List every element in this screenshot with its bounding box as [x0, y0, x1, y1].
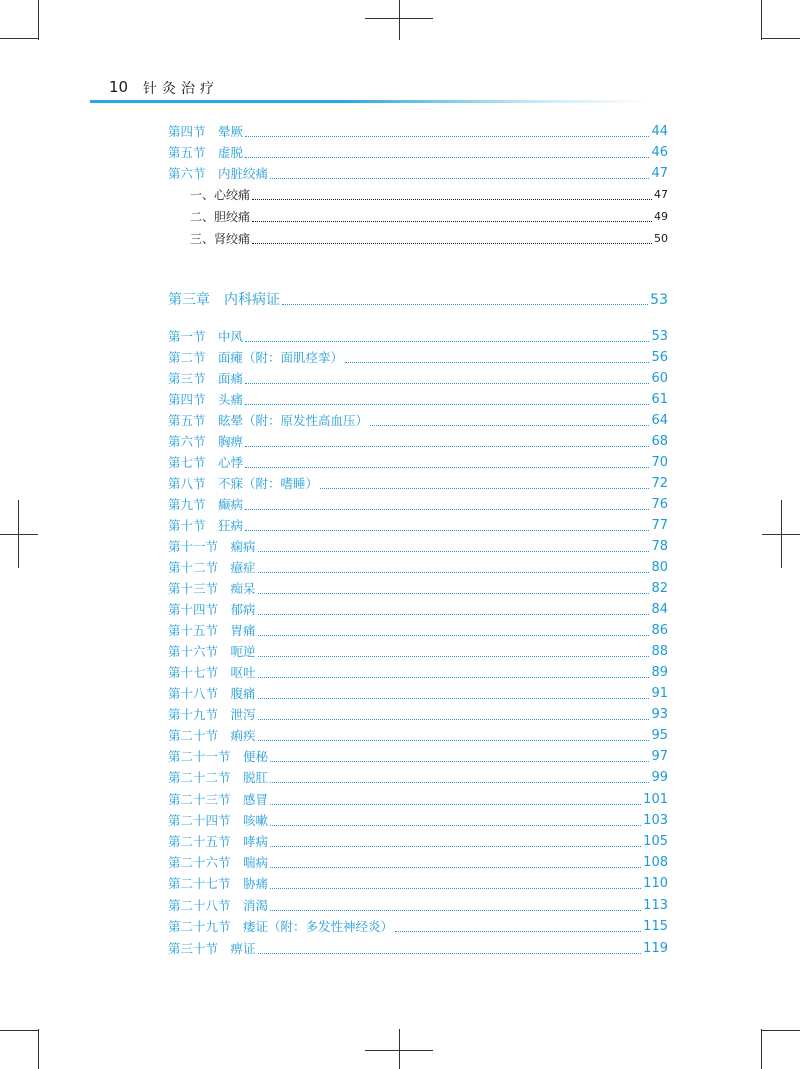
toc-entry-page: 93 [651, 707, 668, 722]
toc-entry-label: 第二十七节 胁痛 [168, 876, 269, 891]
toc-entry-page: 56 [651, 350, 668, 365]
toc-entry-page: 110 [643, 876, 668, 891]
toc-entry-label: 第三节 面痛 [168, 371, 244, 386]
leader-dots [258, 739, 650, 741]
toc-entry-label: 第二十九节 痿证（附：多发性神经炎） [168, 919, 394, 934]
toc-entry-page: 108 [643, 855, 668, 870]
toc-entry[interactable] [168, 937, 668, 957]
toc-entry-page: 61 [651, 392, 668, 407]
toc-entry[interactable] [168, 493, 668, 513]
toc-entry[interactable] [168, 661, 668, 681]
toc-entry-label: 第二十三节 感冒 [168, 792, 269, 807]
toc-entry-label: 第十八节 腹痛 [168, 686, 256, 701]
toc-entry[interactable] [168, 703, 668, 723]
leader-dots [258, 550, 650, 552]
leader-dots [245, 529, 649, 531]
toc-entry-label: 第四节 晕厥 [168, 124, 244, 139]
leader-dots [245, 156, 649, 158]
leader-dots [282, 303, 648, 305]
leader-dots [258, 634, 650, 636]
toc-entry[interactable] [168, 915, 668, 935]
toc-entry-label: 第十二节 癔症 [168, 560, 256, 575]
toc-entry[interactable] [168, 535, 668, 555]
book-title: 针灸治疗 [143, 81, 219, 97]
toc-entry-label: 第二十一节 便秘 [168, 749, 269, 764]
leader-dots [270, 803, 641, 805]
toc-entry-page: 88 [651, 644, 668, 659]
toc-entry-page: 101 [643, 792, 668, 807]
toc-entry-page: 86 [651, 623, 668, 638]
toc-entry[interactable] [168, 598, 668, 618]
leader-dots [258, 571, 650, 573]
toc-entry[interactable] [168, 162, 668, 182]
toc-entry[interactable] [168, 388, 668, 408]
leader-dots [345, 361, 649, 363]
toc-entry-label: 第六节 胸痹 [168, 434, 244, 449]
toc-entry-label: 第九节 癫病 [168, 497, 244, 512]
toc-entry-page: 53 [650, 292, 668, 308]
toc-entry[interactable] [168, 451, 668, 471]
toc-entry-page: 99 [651, 770, 668, 785]
toc-entry-page: 103 [643, 813, 668, 828]
toc-entry-label: 第五节 眩晕（附：原发性高血压） [168, 413, 369, 428]
toc-sub-entry[interactable] [190, 205, 668, 225]
leader-dots [270, 824, 641, 826]
toc-entry-page: 80 [651, 560, 668, 575]
toc-entry[interactable] [168, 619, 668, 639]
toc-entry-label: 第七节 心悸 [168, 455, 244, 470]
toc-entry[interactable] [168, 409, 668, 429]
toc-entry-page: 119 [643, 941, 668, 956]
toc-entry-label: 第十四节 郁病 [168, 602, 256, 617]
toc-entry-page: 47 [654, 188, 668, 201]
toc-entry-page: 89 [651, 665, 668, 680]
toc-entry-page: 47 [651, 166, 668, 181]
toc-entry-page: 82 [651, 581, 668, 596]
toc-entry-label: 第八节 不寐（附：嗜睡） [168, 476, 319, 491]
toc-entry-page: 95 [651, 728, 668, 743]
toc-entry-page: 115 [643, 919, 668, 934]
toc-entry-page: 60 [651, 371, 668, 386]
toc-entry-label: 第十九节 泄泻 [168, 707, 256, 722]
leader-dots [370, 424, 649, 426]
leader-dots [258, 952, 642, 954]
toc-entry[interactable] [168, 141, 668, 161]
toc-entry-page: 70 [651, 455, 668, 470]
toc-entry-label: 第二十八节 消渴 [168, 898, 269, 913]
leader-dots [270, 177, 649, 179]
toc-entry-label: 第二十二节 脱肛 [168, 770, 269, 785]
toc-entry-page: 113 [643, 898, 668, 913]
toc-entry-page: 49 [654, 210, 668, 223]
chapter-title: 第三章 内科病证 [168, 292, 280, 308]
leader-dots [258, 613, 650, 615]
toc-entry-page: 77 [651, 518, 668, 533]
toc-entry[interactable] [168, 724, 668, 744]
toc-entry-page: 97 [651, 749, 668, 764]
leader-dots [320, 487, 649, 489]
toc-entry-page: 72 [651, 476, 668, 491]
toc-entry[interactable] [168, 514, 668, 534]
toc-entry-page: 46 [651, 145, 668, 160]
leader-dots [270, 887, 641, 889]
toc-entry-label: 第二十六节 喘病 [168, 855, 269, 870]
toc-entry-label: 第十一节 痫病 [168, 539, 256, 554]
toc-entry-label: 第十三节 痴呆 [168, 581, 256, 596]
toc-entry[interactable] [168, 577, 668, 597]
toc-entry-label: 第五节 虚脱 [168, 145, 244, 160]
toc-entry[interactable] [168, 367, 668, 387]
leader-dots [395, 930, 641, 932]
leader-dots [270, 781, 649, 783]
toc-entry[interactable] [168, 830, 668, 850]
toc-entry[interactable] [168, 120, 668, 140]
toc-entry[interactable] [168, 745, 668, 765]
toc-entry[interactable] [168, 809, 668, 829]
leader-dots [245, 135, 649, 137]
toc-entry[interactable] [168, 872, 668, 892]
leader-dots [270, 909, 641, 911]
leader-dots [258, 592, 650, 594]
leader-dots [270, 760, 649, 762]
toc-entry-label: 第一节 中风 [168, 329, 244, 344]
leader-dots [252, 220, 652, 222]
toc-entry[interactable] [168, 851, 668, 871]
toc-entry-label: 第三十节 痹证 [168, 941, 256, 956]
toc-entry[interactable] [168, 894, 668, 914]
toc-sub-entry[interactable] [190, 183, 668, 203]
toc-chapter-entry[interactable] [168, 284, 668, 308]
toc-entry-label: 第二节 面瘫（附：面肌痉挛） [168, 350, 344, 365]
toc-entry[interactable] [168, 472, 668, 492]
toc-entry-page: 53 [651, 329, 668, 344]
leader-dots [258, 676, 650, 678]
toc-entry-page: 76 [651, 497, 668, 512]
toc-entry-label: 三、肾绞痛 [190, 232, 251, 246]
toc-entry-page: 91 [651, 686, 668, 701]
toc-entry-page: 105 [643, 834, 668, 849]
leader-dots [245, 508, 649, 510]
toc-entry[interactable] [168, 556, 668, 576]
leader-dots [258, 655, 650, 657]
toc-entry-label: 第十七节 呕吐 [168, 665, 256, 680]
toc-entry-label: 第四节 头痛 [168, 392, 244, 407]
page-number: 10 [109, 78, 129, 96]
toc-entry-page: 68 [651, 434, 668, 449]
toc-entry[interactable] [168, 325, 668, 345]
leader-dots [245, 403, 649, 405]
toc-entry-label: 第十五节 胃痛 [168, 623, 256, 638]
leader-dots [245, 466, 649, 468]
leader-dots [245, 445, 649, 447]
leader-dots [245, 382, 649, 384]
toc-entry-label: 第二十四节 咳嗽 [168, 813, 269, 828]
leader-dots [252, 242, 652, 244]
toc-entry[interactable] [168, 788, 668, 808]
toc-entry[interactable] [168, 682, 668, 702]
toc-entry-page: 64 [651, 413, 668, 428]
toc-entry[interactable] [168, 346, 668, 366]
toc-sub-entry[interactable] [190, 227, 668, 247]
leader-dots [270, 866, 641, 868]
toc-entry-page: 44 [651, 124, 668, 139]
toc-entry-label: 第六节 内脏绞痛 [168, 166, 269, 181]
toc-entry[interactable] [168, 766, 668, 786]
leader-dots [258, 697, 650, 699]
toc-entry-label: 第二十节 痢疾 [168, 728, 256, 743]
toc-entry[interactable] [168, 430, 668, 450]
toc-entry-label: 二、胆绞痛 [190, 210, 251, 224]
toc-entry-label: 第十六节 呃逆 [168, 644, 256, 659]
toc-entry[interactable] [168, 640, 668, 660]
toc-entry-page: 84 [651, 602, 668, 617]
leader-dots [258, 718, 650, 720]
toc-entry-label: 第二十五节 哮病 [168, 834, 269, 849]
leader-dots [252, 198, 652, 200]
toc-entry-label: 一、心绞痛 [190, 188, 251, 202]
toc-entry-page: 50 [654, 232, 668, 245]
leader-dots [270, 845, 641, 847]
leader-dots [245, 340, 649, 342]
toc-entry-label: 第十节 狂病 [168, 518, 244, 533]
toc-entry-page: 78 [651, 539, 668, 554]
